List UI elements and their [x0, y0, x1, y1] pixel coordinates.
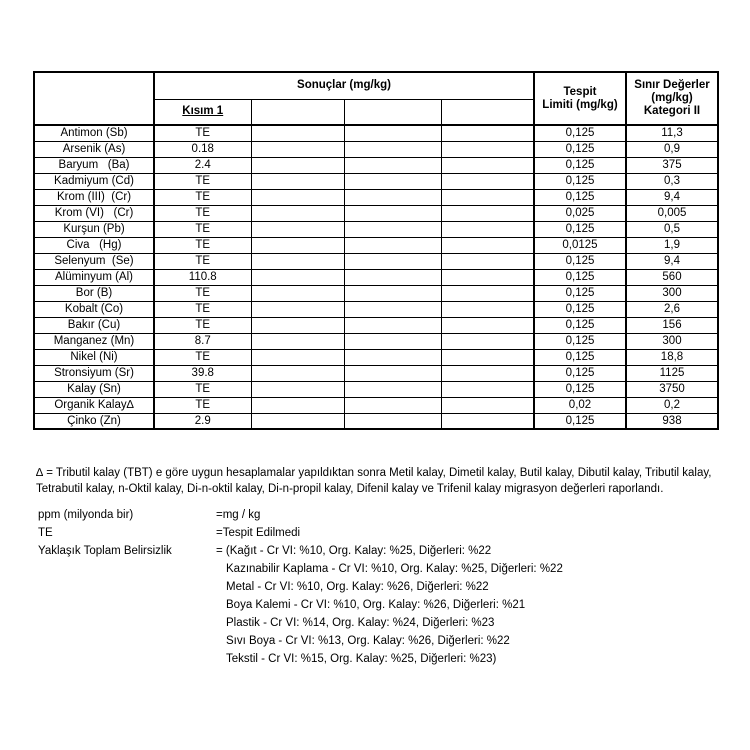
- table-row: [34, 381, 718, 397]
- legend-row-ppm: [38, 506, 728, 524]
- part1-result-cell: 2.4: [154, 157, 251, 173]
- element-name-cell: Selenyum (Se): [34, 253, 154, 269]
- table-row: [34, 349, 718, 365]
- part1-result-cell: TE: [154, 221, 251, 237]
- table-row: [34, 333, 718, 349]
- part1-result-cell: TE: [154, 125, 251, 141]
- uncertainty-line-metal: Metal - Cr VI: %10, Org. Kalay: %26, Diğerleri: %22: [226, 581, 489, 593]
- part3-result-cell: [344, 413, 441, 429]
- detection-limit-cell: 0,125: [534, 317, 626, 333]
- limit-value-cell: 938: [626, 413, 718, 429]
- uncertainty-line-kazinabilir: Kazınabilir Kaplama - Cr VI: %10, Org. Kalay: %25, Diğerleri: %22: [226, 563, 563, 575]
- element-name-cell: Kurşun (Pb): [34, 221, 154, 237]
- limit-values-header: Sınır Değerler (mg/kg) Kategori II: [626, 72, 718, 125]
- part1-result-cell: TE: [154, 253, 251, 269]
- uncertainty-line-sivi-boya: Sıvı Boya - Cr VI: %13, Org. Kalay: %26, Diğerleri: %22: [226, 635, 510, 647]
- part2-result-cell: [251, 301, 344, 317]
- part4-result-cell: [441, 205, 534, 221]
- part1-result-cell: TE: [154, 189, 251, 205]
- element-name-cell: Stronsiyum (Sr): [34, 365, 154, 381]
- part2-header-empty: [251, 99, 344, 125]
- part1-result-cell: 2.9: [154, 413, 251, 429]
- detection-limit-cell: 0,125: [534, 189, 626, 205]
- part4-result-cell: [441, 365, 534, 381]
- detection-limit-cell: 0,125: [534, 285, 626, 301]
- part1-header: Kısım 1: [154, 99, 251, 125]
- table-row: [34, 413, 718, 429]
- element-name-cell: Krom (III) (Cr): [34, 189, 154, 205]
- results-group-header: Sonuçlar (mg/kg): [154, 72, 534, 99]
- part3-result-cell: [344, 317, 441, 333]
- part4-result-cell: [441, 381, 534, 397]
- table-row: [34, 285, 718, 301]
- part1-result-cell: TE: [154, 285, 251, 301]
- element-name-cell: Nikel (Ni): [34, 349, 154, 365]
- legend-value: =mg / kg: [216, 509, 261, 521]
- part3-result-cell: [344, 125, 441, 141]
- part3-result-cell: [344, 253, 441, 269]
- part3-result-cell: [344, 221, 441, 237]
- limit-value-cell: 9,4: [626, 253, 718, 269]
- part1-result-cell: 39.8: [154, 365, 251, 381]
- uncertainty-line-plastik: Plastik - Cr VI: %14, Org. Kalay: %24, Diğerleri: %23: [226, 617, 495, 629]
- part2-result-cell: [251, 333, 344, 349]
- table-row: [34, 157, 718, 173]
- part1-result-cell: TE: [154, 317, 251, 333]
- detection-limit-header: Tespit Limiti (mg/kg): [534, 72, 626, 125]
- part3-result-cell: [344, 237, 441, 253]
- part3-result-cell: [344, 349, 441, 365]
- uncertainty-line-tekstil: Tekstil - Cr VI: %15, Org. Kalay: %25, Diğerleri: %23): [226, 653, 497, 665]
- table-row: [34, 189, 718, 205]
- detection-limit-cell: 0,02: [534, 397, 626, 413]
- limit-value-cell: 1125: [626, 365, 718, 381]
- legend-row-te: [38, 524, 728, 542]
- legend-row-uncertainty: [38, 542, 728, 560]
- table-row: [34, 269, 718, 285]
- part1-result-cell: 0.18: [154, 141, 251, 157]
- part3-header-empty: [344, 99, 441, 125]
- part4-result-cell: [441, 317, 534, 333]
- part2-result-cell: [251, 157, 344, 173]
- empty-corner-cell: [34, 72, 154, 125]
- legend-value: = (Kağıt - Cr VI: %10, Org. Kalay: %25, Diğerleri: %22: [216, 545, 492, 557]
- part1-result-cell: TE: [154, 397, 251, 413]
- part2-result-cell: [251, 381, 344, 397]
- part3-result-cell: [344, 301, 441, 317]
- legend-value: =Tespit Edilmedi: [216, 527, 301, 539]
- part2-result-cell: [251, 365, 344, 381]
- legend-label: ppm (milyonda bir): [38, 509, 134, 521]
- element-name-cell: Krom (VI) (Cr): [34, 205, 154, 221]
- part4-result-cell: [441, 269, 534, 285]
- element-name-cell: Çinko (Zn): [34, 413, 154, 429]
- element-name-cell: Organik Kalay∆: [34, 397, 154, 413]
- table-row: [34, 205, 718, 221]
- table-row: [34, 365, 718, 381]
- part4-result-cell: [441, 189, 534, 205]
- detection-limit-cell: 0,125: [534, 173, 626, 189]
- part1-result-cell: TE: [154, 173, 251, 189]
- element-name-cell: Bor (B): [34, 285, 154, 301]
- part2-result-cell: [251, 221, 344, 237]
- part2-result-cell: [251, 413, 344, 429]
- table-row: [34, 125, 718, 141]
- part4-result-cell: [441, 397, 534, 413]
- limit-value-cell: 0,5: [626, 221, 718, 237]
- detection-limit-cell: 0,125: [534, 333, 626, 349]
- table-row: [34, 141, 718, 157]
- detection-limit-cell: 0,125: [534, 413, 626, 429]
- part2-result-cell: [251, 285, 344, 301]
- element-name-cell: Alüminyum (Al): [34, 269, 154, 285]
- limit-value-cell: 9,4: [626, 189, 718, 205]
- abbreviation-legend: [38, 506, 728, 668]
- element-name-cell: Baryum (Ba): [34, 157, 154, 173]
- element-name-cell: Civa (Hg): [34, 237, 154, 253]
- part2-result-cell: [251, 125, 344, 141]
- limit-value-cell: 0,2: [626, 397, 718, 413]
- part2-result-cell: [251, 189, 344, 205]
- table-row: [34, 301, 718, 317]
- part4-result-cell: [441, 125, 534, 141]
- part3-result-cell: [344, 269, 441, 285]
- detection-limit-cell: 0,125: [534, 125, 626, 141]
- part4-result-cell: [441, 301, 534, 317]
- part4-result-cell: [441, 237, 534, 253]
- limit-value-cell: 0,3: [626, 173, 718, 189]
- part3-result-cell: [344, 381, 441, 397]
- detection-limit-cell: 0,125: [534, 221, 626, 237]
- part3-result-cell: [344, 173, 441, 189]
- element-name-cell: Kobalt (Co): [34, 301, 154, 317]
- detection-limit-cell: 0,125: [534, 301, 626, 317]
- part2-result-cell: [251, 349, 344, 365]
- part4-result-cell: [441, 349, 534, 365]
- part4-result-cell: [441, 333, 534, 349]
- table-row: [34, 397, 718, 413]
- element-name-cell: Kadmiyum (Cd): [34, 173, 154, 189]
- detection-limit-cell: 0,125: [534, 269, 626, 285]
- part1-result-cell: TE: [154, 205, 251, 221]
- table-row: [34, 173, 718, 189]
- part4-result-cell: [441, 157, 534, 173]
- part1-result-cell: TE: [154, 381, 251, 397]
- detection-limit-cell: 0,125: [534, 349, 626, 365]
- detection-limit-cell: 0,125: [534, 141, 626, 157]
- part3-result-cell: [344, 285, 441, 301]
- part1-result-cell: TE: [154, 237, 251, 253]
- part3-result-cell: [344, 141, 441, 157]
- detection-limit-cell: 0,125: [534, 381, 626, 397]
- part1-result-cell: TE: [154, 349, 251, 365]
- part4-result-cell: [441, 413, 534, 429]
- limit-value-cell: 156: [626, 317, 718, 333]
- detection-limit-cell: 0,125: [534, 365, 626, 381]
- limit-value-cell: 18,8: [626, 349, 718, 365]
- part4-header-empty: [441, 99, 534, 125]
- part2-result-cell: [251, 205, 344, 221]
- part1-result-cell: 8.7: [154, 333, 251, 349]
- results-table: [33, 71, 719, 430]
- part3-result-cell: [344, 205, 441, 221]
- limit-value-cell: 300: [626, 333, 718, 349]
- part4-result-cell: [441, 221, 534, 237]
- results-table-body: [34, 125, 718, 429]
- element-name-cell: Kalay (Sn): [34, 381, 154, 397]
- part3-result-cell: [344, 189, 441, 205]
- header-row-group: [34, 72, 718, 99]
- table-row: [34, 317, 718, 333]
- element-name-cell: Arsenik (As): [34, 141, 154, 157]
- part2-result-cell: [251, 173, 344, 189]
- element-name-cell: Manganez (Mn): [34, 333, 154, 349]
- part4-result-cell: [441, 253, 534, 269]
- part4-result-cell: [441, 285, 534, 301]
- results-table-header: [34, 72, 718, 125]
- part2-result-cell: [251, 237, 344, 253]
- limit-value-cell: 11,3: [626, 125, 718, 141]
- part1-result-cell: TE: [154, 301, 251, 317]
- legend-label: Yaklaşık Toplam Belirsizlik: [38, 545, 172, 557]
- element-name-cell: Antimon (Sb): [34, 125, 154, 141]
- part3-result-cell: [344, 365, 441, 381]
- limit-value-cell: 375: [626, 157, 718, 173]
- delta-footnote: ∆ = Tributil kalay (TBT) e göre uygun hesaplamalar yapıldıktan sonra Metil kalay, Dimetil kalay, Butil kalay, Dibutil kalay, Tributil kalay, Tetrabutil kalay, n-Oktil kalay, Di-n-oktil kalay, Di-n-propil kalay, Difenil kalay ve Trifenil kalay migrasyon değerleri raporlandı.: [36, 467, 712, 495]
- uncertainty-line-boya-kalemi: Boya Kalemi - Cr VI: %10, Org. Kalay: %26, Diğerleri: %21: [226, 599, 526, 611]
- part2-result-cell: [251, 397, 344, 413]
- part3-result-cell: [344, 397, 441, 413]
- detection-limit-cell: 0,125: [534, 157, 626, 173]
- detection-limit-cell: 0,125: [534, 253, 626, 269]
- part4-result-cell: [441, 141, 534, 157]
- detection-limit-cell: 0,0125: [534, 237, 626, 253]
- part2-result-cell: [251, 269, 344, 285]
- table-row: [34, 253, 718, 269]
- legend-label: TE: [38, 527, 53, 539]
- limit-value-cell: 2,6: [626, 301, 718, 317]
- part2-result-cell: [251, 141, 344, 157]
- limit-value-cell: 0,005: [626, 205, 718, 221]
- part2-result-cell: [251, 317, 344, 333]
- detection-limit-cell: 0,025: [534, 205, 626, 221]
- part4-result-cell: [441, 173, 534, 189]
- element-name-cell: Bakır (Cu): [34, 317, 154, 333]
- limit-value-cell: 1,9: [626, 237, 718, 253]
- table-row: [34, 237, 718, 253]
- limit-value-cell: 560: [626, 269, 718, 285]
- part1-result-cell: 110.8: [154, 269, 251, 285]
- part2-result-cell: [251, 253, 344, 269]
- limit-value-cell: 300: [626, 285, 718, 301]
- limit-value-cell: 0,9: [626, 141, 718, 157]
- table-row: [34, 221, 718, 237]
- part3-result-cell: [344, 157, 441, 173]
- limit-value-cell: 3750: [626, 381, 718, 397]
- part3-result-cell: [344, 333, 441, 349]
